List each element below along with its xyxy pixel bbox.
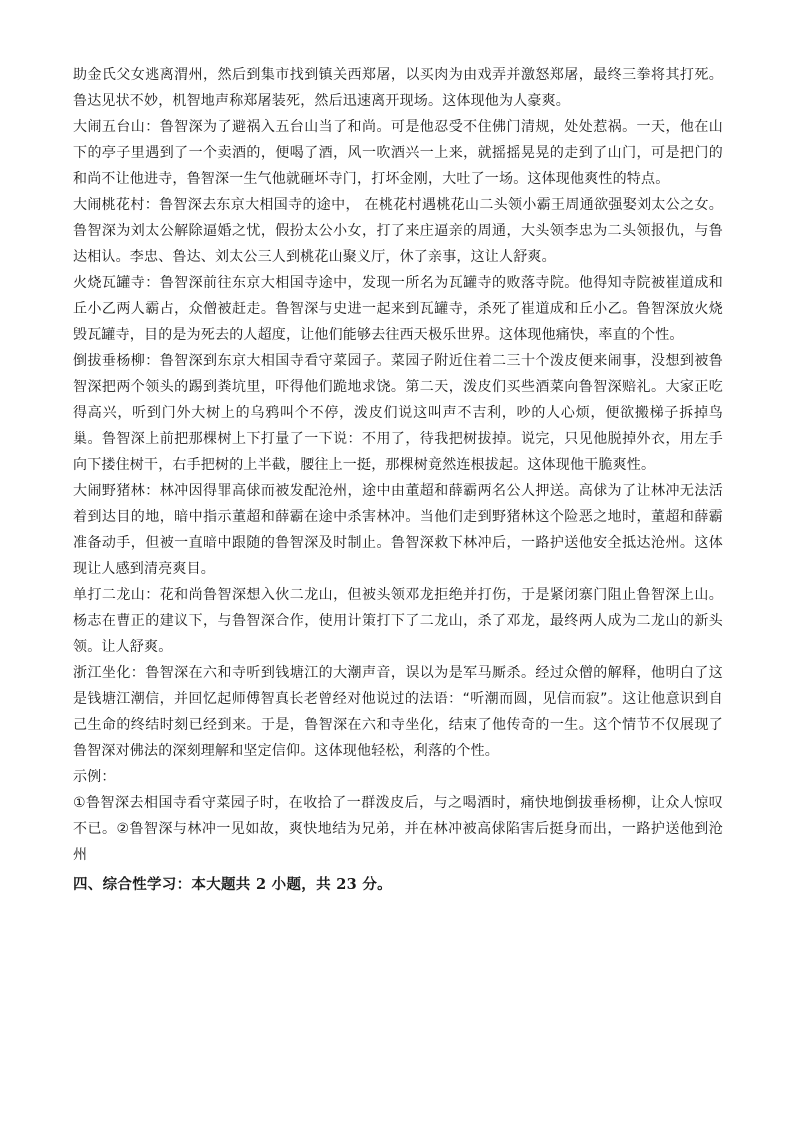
paragraph-yezhulin: 大闹野猪林：林冲因得罪高俅而被发配沧州，途中由董超和薛霸两名公人押送。高俅为了让林冲无法活着到达目的地，暗中指示董超和薛霸在途中杀害林冲。当他们走到野猪林这个险恶之地时，董超和薛霸准备动手，但被一直暗中跟随的鲁智深及时制止。鲁智深救下林冲后，一路护送他安全抵达沧州。这体现让人感到清亮爽目。 — [73, 483, 723, 577]
example-label: 示例： — [73, 769, 116, 785]
paragraph-zhejiang-zuohua: 浙江坐化：鲁智深在六和寺听到钱塘江的大潮声音，误以为是军马厮杀。经过众僧的解释，他明白了这是钱塘江潮信，并回忆起师傅智真长老曾经对他说过的法语：“听潮而圆，见信而寂”。这让他意识到自己生命的终结时刻已经到来。于是，鲁智深在六和寺坐化，结束了他传奇的一生。这个情节不仅展现了鲁智深对佛法的深刻理解和坚定信仰。这体现他轻松，利落的个性。 — [73, 665, 723, 759]
paragraph-taohuacun: 大闹桃花村：鲁智深去东京大相国寺的途中， 在桃花村遇桃花山二头领小霸王周通欲强娶刘太公之女。鲁智深为刘太公解除逼婚之忧，假扮太公小女，打了来庄逼亲的周通，大头领李忠为二头领报仇，与鲁达相认。李忠、鲁达、刘太公三人到桃花山聚义厅，休了亲事，这让人舒爽。 — [73, 197, 723, 265]
paragraph-example: ①鲁智深去相国寺看守菜园子时，在收拾了一群泼皮后，与之喝酒时，痛快地倒拔垂杨柳，让众人惊叹不已。②鲁智深与林冲一见如故，爽快地结为兄弟，并在林冲被高俅陷害后挺身而出，一路护送他到沧州 — [73, 795, 723, 863]
document-page — [73, 62, 723, 898]
paragraph-waguansi: 火烧瓦罐寺：鲁智深前往东京大相国寺途中，发现一所名为瓦罐寺的败落寺院。他得知寺院被崔道成和丘小乙两人霸占，众僧被赶走。鲁智深与史进一起来到瓦罐寺，杀死了崔道成和丘小乙。鲁智深放火烧毁瓦罐寺，目的是为死去的人超度，让他们能够去往西天极乐世界。这体现他痛快，率直的个性。 — [73, 275, 723, 343]
section-heading: 四、综合性学习：本大题共 2 小题，共 23 分。 — [73, 876, 392, 893]
paragraph-luda-intro: 助金氏父女逃离渭州，然后到集市找到镇关西郑屠，以买肉为由戏弄并激怒郑屠，最终三拳将其打死。鲁达见状不妙，机智地声称郑屠装死，然后迅速离开现场。这体现他为人豪爽。 — [73, 67, 723, 109]
paragraph-erlongshan: 单打二龙山：花和尚鲁智深想入伙二龙山，但被头领邓龙拒绝并打伤，于是紧闭寨门阻止鲁智深上山。杨志在曹正的建议下，与鲁智深合作，使用计策打下了二龙山，杀了邓龙，最终两人成为二龙山的新头领。让人舒爽。 — [73, 587, 723, 655]
paragraph-wutaishan: 大闹五台山：鲁智深为了避祸入五台山当了和尚。可是他忍受不住佛门清规，处处惹祸。一天，他在山下的亭子里遇到了一个卖酒的，便喝了酒，风一吹酒兴一上来，就摇摇晃晃的走到了山门，可是把门的和尚不让他进寺，鲁智深一生气他就砸坏寺门，打坏金刚，大吐了一场。这体现他爽性的特点。 — [73, 119, 723, 187]
paragraph-daobachuiyangliu: 倒拔垂杨柳：鲁智深到东京大相国寺看守菜园子。菜园子附近住着二三十个泼皮便来闹事，没想到被鲁智深把两个领头的踢到粪坑里，吓得他们跪地求饶。第二天，泼皮们买些酒菜向鲁智深赔礼。大家正吃得高兴，听到门外大树上的乌鸦叫个不停，泼皮们说这叫声不吉利，吵的人心烦，便欲搬梯子拆掉鸟巢。鲁智深上前把那棵树上下打量了一下说：不用了，待我把树拔掉。说完，只见他脱掉外衣，用左手向下搂住树干，右手把树的上半截，腰往上一挺，那棵树竟然连根拔起。这体现他干脆爽性。 — [73, 353, 723, 473]
